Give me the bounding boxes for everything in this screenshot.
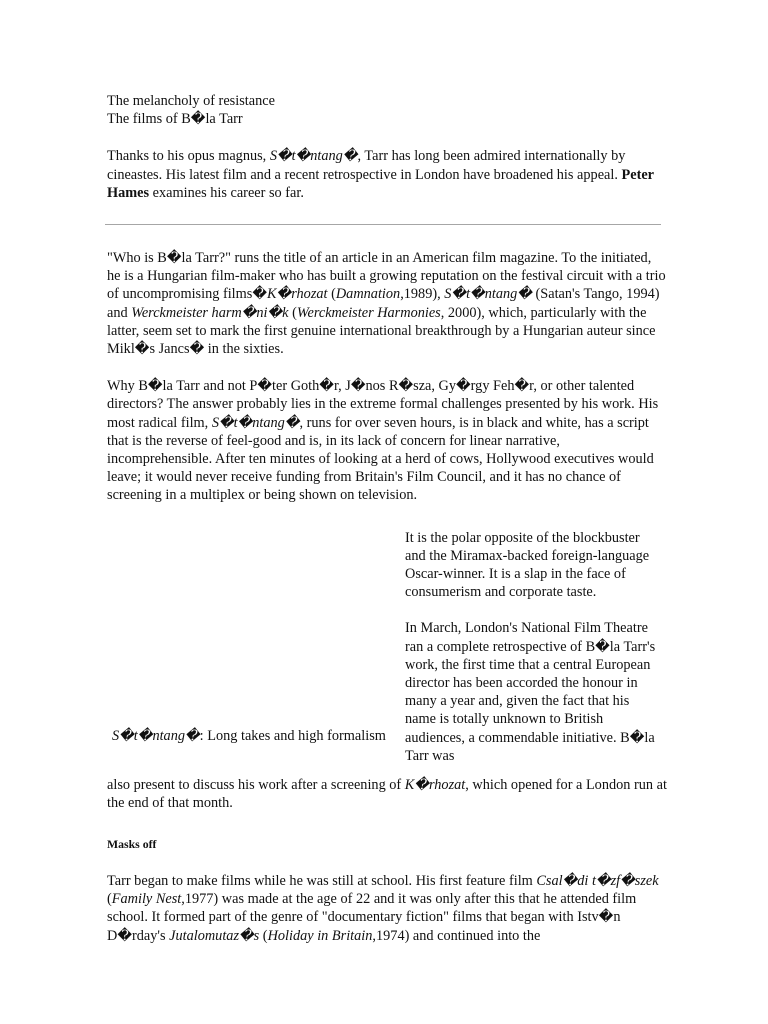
article-subtitle: The films of B�la Tarr bbox=[107, 111, 243, 128]
paragraph bbox=[107, 249, 667, 358]
paragraph-text: Tarr began to make films while he was still at school. His first feature film bbox=[107, 873, 537, 890]
paragraph-text: , 2000), which, particularly with the latter, seem set to mark the first genuine international breakthrough by a Hungarian auteur since Mikl�s Jancs� in the sixties. bbox=[107, 304, 656, 358]
caption-text: : Long takes and high formalism bbox=[199, 727, 386, 744]
film-title: K�rhozat bbox=[404, 776, 466, 793]
paragraph-text: ( bbox=[107, 891, 112, 908]
film-title: S�t�ntang� bbox=[444, 286, 532, 303]
film-title: Holiday in Britain bbox=[267, 927, 373, 944]
section-heading: Masks off bbox=[107, 837, 157, 852]
paragraph-text: ( bbox=[259, 927, 268, 944]
article-title: The melancholy of resistance bbox=[107, 93, 275, 109]
paragraph-text: ( bbox=[288, 304, 297, 321]
paragraph-text: , runs for over seven hours, is in black and white, has a script that is the reverse of feel-good and is, in its lack of concern for linear narrative, incomprehensible. After ten minutes of looking at a herd of cows, Hollywood executives would leave; it would never receive funding from Britain's Film Council, and it has no chance of screening in a multiplex or being shown on television. bbox=[107, 414, 654, 504]
paragraph-text: ,1977) was made at the age of 22 and it was only after this that he attended film school. It formed part of the genre of "documentary fiction" films that began with Istv�n D�rday's bbox=[107, 891, 637, 944]
side-column bbox=[405, 529, 657, 765]
standfirst-text: examines his career so far. bbox=[149, 184, 304, 201]
film-title: S�t�ntang� bbox=[269, 148, 358, 165]
film-title: K�rhozat bbox=[267, 286, 328, 303]
image-caption bbox=[112, 727, 386, 745]
paragraph bbox=[107, 776, 667, 812]
paragraph-text: , which opened for a London run at the end of that month. bbox=[107, 776, 667, 811]
paragraph bbox=[107, 872, 667, 945]
paragraph-text: "Who is B�la Tarr?" runs the title of an article in an American film magazine. To the initiated, he is a Hungarian film-maker who has built a growing reputation on the festival circuit with a trio of uncompromising films� bbox=[107, 250, 666, 303]
film-title: Werckmeister Harmonies bbox=[296, 304, 441, 321]
film-title: Family Nest bbox=[111, 891, 182, 908]
film-title: Csal�di t�zf�szek bbox=[536, 873, 659, 890]
paragraph-text: ( bbox=[327, 286, 336, 303]
image-float-section bbox=[107, 529, 667, 776]
film-title: Damnation bbox=[335, 286, 401, 303]
film-title: Werckmeister harm�ni�k bbox=[131, 304, 289, 321]
standfirst-text: , Tarr has long been admired internationally by cineastes. His latest film and a recent retrospective in London have broadened his appeal. bbox=[107, 148, 626, 183]
paragraph-text: (Satan's Tango, 1994) and bbox=[107, 286, 660, 321]
standfirst-text: Thanks to his opus magnus, bbox=[107, 148, 270, 165]
article bbox=[107, 92, 667, 945]
paragraph bbox=[107, 377, 667, 504]
paragraph-text: Why B�la Tarr and not P�ter Goth�r, J�nos R�sza, Gy�rgy Feh�r, or other talented directors? The answer probably lies in the extreme formal challenges presented by his work. His most radical film, bbox=[107, 378, 659, 431]
paragraph-text: also present to discuss his work after a screening of bbox=[107, 776, 405, 793]
article-header bbox=[107, 92, 667, 128]
film-title: Jutalomutaz�s bbox=[169, 927, 260, 944]
author-name: Peter Hames bbox=[107, 166, 654, 201]
divider bbox=[105, 224, 661, 225]
paragraph: In March, London's National Film Theatre ran a complete retrospective of B�la Tarr's work, the first time that a central European director has been accorded the honour in many a year and, given the fact that his name is totally unknown to British audiences, a commendable initiative. B�la Tarr was bbox=[405, 620, 656, 764]
paragraph-text: ,1989), bbox=[400, 286, 445, 303]
film-title: S�t�ntang� bbox=[112, 727, 200, 744]
paragraph: It is the polar opposite of the blockbuster and the Miramax-backed foreign-language Oscar-winner. It is a slap in the face of consumerism and corporate taste. bbox=[405, 529, 650, 601]
film-title: S�t�ntang� bbox=[211, 414, 300, 431]
standfirst bbox=[107, 147, 667, 202]
paragraph-text: ,1974) and continued into the bbox=[372, 927, 541, 944]
